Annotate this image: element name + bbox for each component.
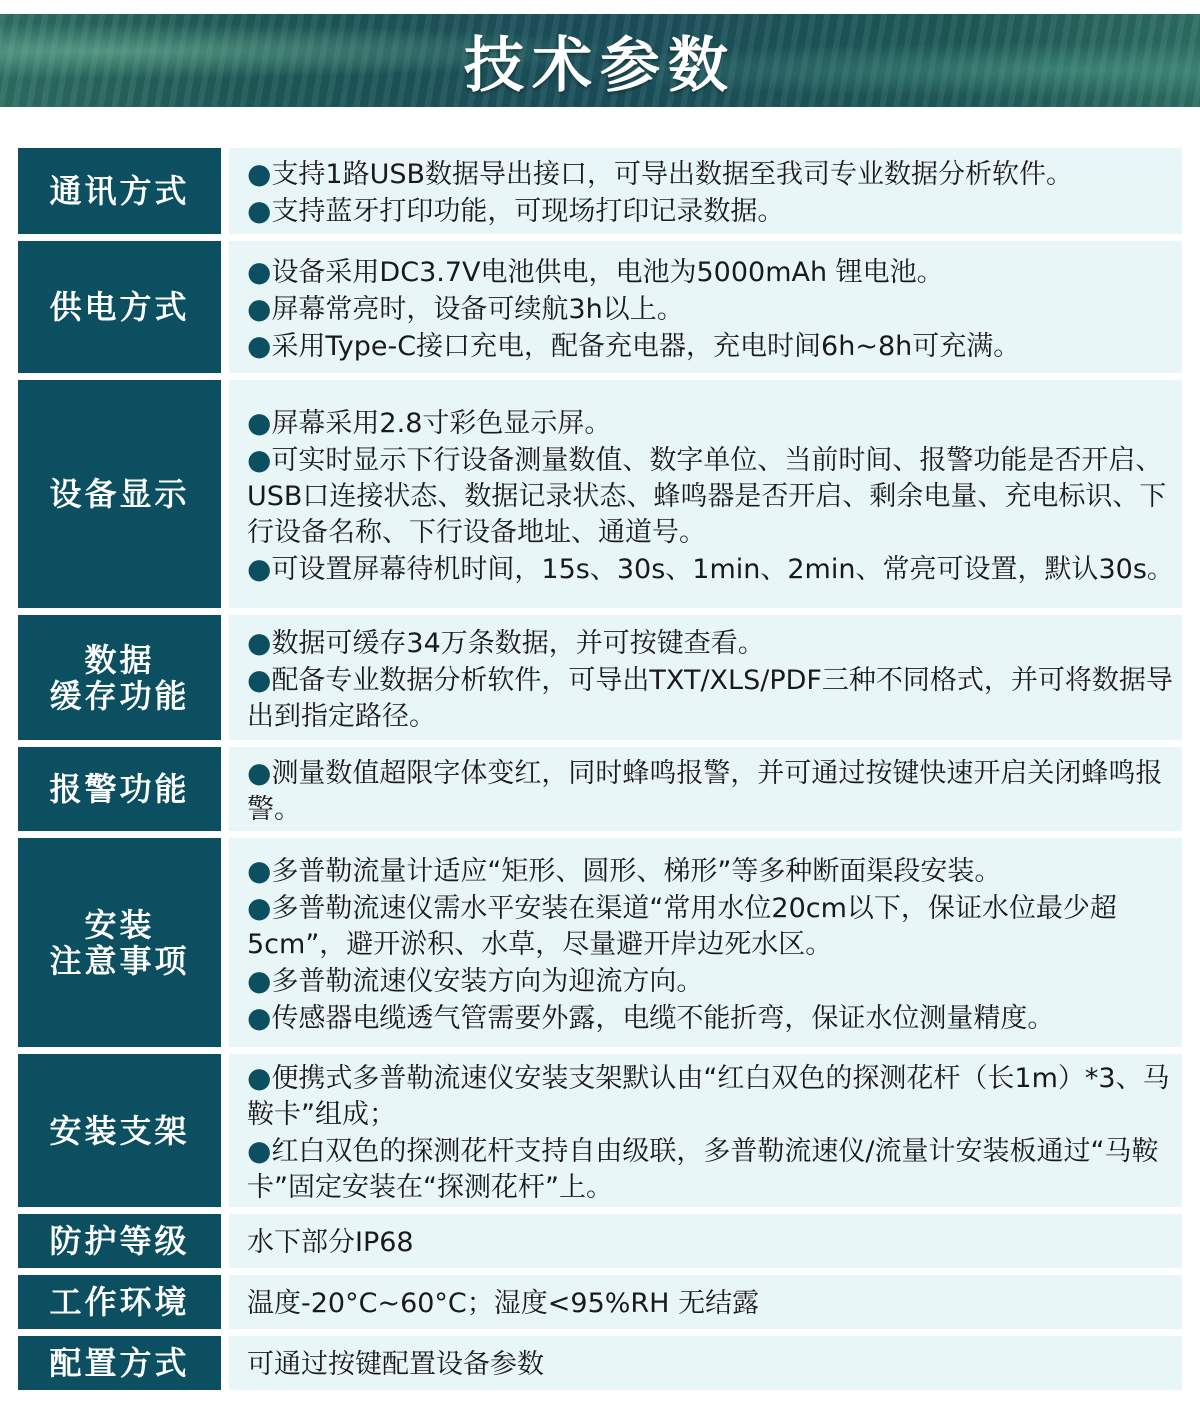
list-item: ●屏幕常亮时，设备可续航3h以上。	[247, 291, 684, 325]
row-text: 温度-20°C~60°C；湿度<95%RH 无结露	[247, 1288, 760, 1319]
list-item: ●设备采用DC3.7V电池供电，电池为5000mAh 锂电池。	[247, 254, 944, 288]
bullet-icon: ●	[247, 157, 272, 190]
bullet-icon: ●	[247, 662, 272, 696]
bullet-icon: ●	[247, 254, 272, 288]
list-item: ●可设置屏幕待机时间，15s、30s、1min、2min、常亮可设置，默认30s。	[247, 551, 1174, 585]
spec-row-configuration	[18, 1336, 1182, 1390]
list-item: ●屏幕采用2.8寸彩色显示屏。	[247, 405, 612, 439]
row-content	[229, 838, 1182, 1047]
bullet-icon: ●	[247, 890, 272, 924]
row-content	[229, 615, 1182, 740]
row-content	[229, 241, 1182, 373]
row-text: 水下部分IP68	[247, 1227, 414, 1258]
row-label: 配置方式	[18, 1336, 221, 1390]
row-content	[229, 148, 1182, 234]
list-item: ●红白双色的探测花杆支持自由级联，多普勒流速仪/流量计安装板通过“马鞍卡”固定安装在“探测花杆”上。	[247, 1133, 1159, 1203]
bullet-icon: ●	[247, 442, 272, 476]
row-content	[229, 1054, 1182, 1207]
page-title: 技术参数	[464, 30, 736, 101]
row-label: 防护等级	[18, 1214, 221, 1268]
bullet-icon: ●	[247, 551, 272, 585]
list-item: ●多普勒流速仪安装方向为迎流方向。	[247, 963, 704, 997]
row-label: 安装 注意事项	[18, 838, 221, 1047]
list-item: ●支持1路USB数据导出接口，可导出数据至我司专业数据分析软件。	[247, 157, 1074, 190]
spec-table	[18, 148, 1182, 1397]
list-item: ●测量数值超限字体变红，同时蜂鸣报警，并可通过按键快速开启关闭蜂鸣报警。	[247, 755, 1163, 825]
row-label: 安装支架	[18, 1054, 221, 1207]
bullet-icon: ●	[247, 194, 272, 227]
row-content	[229, 380, 1182, 608]
bullet-icon: ●	[247, 963, 272, 997]
bullet-icon: ●	[247, 328, 272, 362]
bullet-icon: ●	[247, 1000, 272, 1034]
bullet-icon: ●	[247, 1133, 272, 1167]
spec-row-alarm	[18, 747, 1182, 831]
spec-row-protection	[18, 1214, 1182, 1268]
bullet-icon: ●	[247, 405, 272, 439]
row-content	[229, 747, 1182, 831]
list-item: ●多普勒流量计适应“矩形、圆形、梯形”等多种断面渠段安装。	[247, 853, 1002, 887]
list-item: ●配备专业数据分析软件，可导出TXT/XLS/PDF三种不同格式，并可将数据导出到指定路径。	[247, 662, 1173, 732]
row-label: 供电方式	[18, 241, 221, 373]
list-item: ●支持蓝牙打印功能，可现场打印记录数据。	[247, 194, 785, 227]
bullet-icon: ●	[247, 1060, 272, 1094]
list-item: ●数据可缓存34万条数据，并可按键查看。	[247, 625, 765, 659]
list-item: ●便携式多普勒流速仪安装支架默认由“红白双色的探测花杆（长1m）*3、马鞍卡”组成；	[247, 1060, 1170, 1130]
header-banner	[0, 14, 1200, 107]
row-content	[229, 1214, 1182, 1268]
row-label: 数据 缓存功能	[18, 615, 221, 740]
row-label: 工作环境	[18, 1275, 221, 1329]
spec-row-power	[18, 241, 1182, 373]
row-content	[229, 1275, 1182, 1329]
list-item: ●多普勒流速仪需水平安装在渠道“常用水位20cm以下，保证水位最少超5cm”，避开淤积、水草，尽量避开岸边死水区。	[247, 890, 1117, 960]
spec-row-bracket	[18, 1054, 1182, 1207]
row-label: 报警功能	[18, 747, 221, 831]
bullet-icon: ●	[247, 755, 272, 789]
list-item: ●采用Type-C接口充电，配备充电器，充电时间6h~8h可充满。	[247, 328, 1021, 362]
spec-row-communication	[18, 148, 1182, 234]
bullet-icon: ●	[247, 625, 272, 659]
bullet-icon: ●	[247, 291, 272, 325]
row-label: 通讯方式	[18, 148, 221, 234]
spec-row-install-notes	[18, 838, 1182, 1047]
row-content	[229, 1336, 1182, 1390]
bullet-icon: ●	[247, 853, 272, 887]
list-item: ●传感器电缆透气管需要外露，电缆不能折弯，保证水位测量精度。	[247, 1000, 1055, 1034]
row-text: 可通过按键配置设备参数	[247, 1349, 544, 1380]
row-label: 设备显示	[18, 380, 221, 608]
list-item: ●可实时显示下行设备测量数值、数字单位、当前时间、报警功能是否开启、USB口连接状态、数据记录状态、蜂鸣器是否开启、剩余电量、充电标识、下行设备名称、下行设备地址、通道号。	[247, 442, 1167, 548]
spec-row-display	[18, 380, 1182, 608]
spec-row-environment	[18, 1275, 1182, 1329]
spec-row-storage	[18, 615, 1182, 740]
